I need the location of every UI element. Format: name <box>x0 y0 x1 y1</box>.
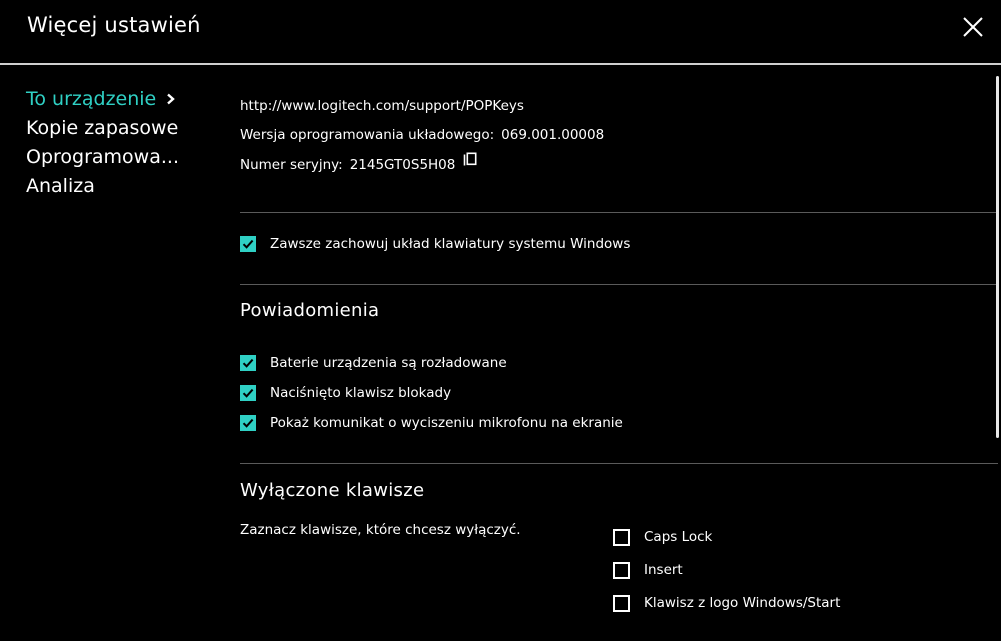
sidebar-item-label: Kopie zapasowe <box>26 117 179 139</box>
firmware-label: Wersja oprogramowania układowego: <box>240 127 495 143</box>
notification-label: Baterie urządzenia są rozładowane <box>270 355 507 371</box>
serial-label: Numer seryjny: <box>240 157 343 173</box>
disabled-key-label: Insert <box>644 562 683 578</box>
windows-layout-label: Zawsze zachowuj układ klawiatury systemu Windows <box>270 236 631 252</box>
close-icon[interactable] <box>958 12 988 42</box>
notification-label: Pokaż komunikat o wyciszeniu mikrofonu na ekranie <box>270 415 623 431</box>
content-scrollbar[interactable] <box>996 76 999 438</box>
firmware-version <box>240 125 604 145</box>
notification-checkbox[interactable] <box>240 355 256 371</box>
serial-value: 2145GT0S5H08 <box>349 157 456 173</box>
sidebar-item-this-device[interactable] <box>26 85 216 114</box>
sidebar-item-label: To urządzenie <box>26 88 157 110</box>
dialog-title: Więcej ustawień <box>27 13 201 37</box>
dialog-header <box>0 0 1001 64</box>
disabled-key-label: Caps Lock <box>644 529 713 545</box>
section-divider <box>240 284 998 285</box>
sidebar-item-software[interactable] <box>26 143 216 172</box>
disabled-keys-heading: Wyłączone klawisze <box>240 480 425 501</box>
copy-icon[interactable] <box>463 152 477 174</box>
disabled-key-checkbox[interactable] <box>613 529 630 546</box>
settings-content <box>240 65 998 641</box>
chevron-right-icon <box>166 85 175 114</box>
disabled-keys-description: Zaznacz klawisze, które chcesz wyłączyć. <box>240 522 521 538</box>
sidebar-item-analytics[interactable] <box>26 172 216 201</box>
sidebar-nav <box>26 85 216 201</box>
sidebar-item-backups[interactable] <box>26 114 216 143</box>
close-button[interactable] <box>958 12 988 42</box>
section-divider <box>240 212 998 213</box>
notification-label: Naciśnięto klawisz blokady <box>270 385 452 401</box>
disabled-key-checkbox[interactable] <box>613 562 630 579</box>
notification-checkbox[interactable] <box>240 385 256 401</box>
disabled-key-label: Klawisz z logo Windows/Start <box>644 595 841 611</box>
support-link[interactable]: http://www.logitech.com/support/POPKeys <box>240 98 524 114</box>
disabled-key-checkbox[interactable] <box>613 595 630 612</box>
section-divider <box>240 463 998 464</box>
windows-layout-checkbox[interactable] <box>240 236 256 252</box>
firmware-value: 069.001.00008 <box>501 127 605 143</box>
sidebar-item-label: Analiza <box>26 175 95 197</box>
notifications-heading: Powiadomienia <box>240 300 380 321</box>
sidebar-item-label: Oprogramowa... <box>26 146 179 168</box>
notification-checkbox[interactable] <box>240 415 256 431</box>
serial-number <box>240 155 477 175</box>
